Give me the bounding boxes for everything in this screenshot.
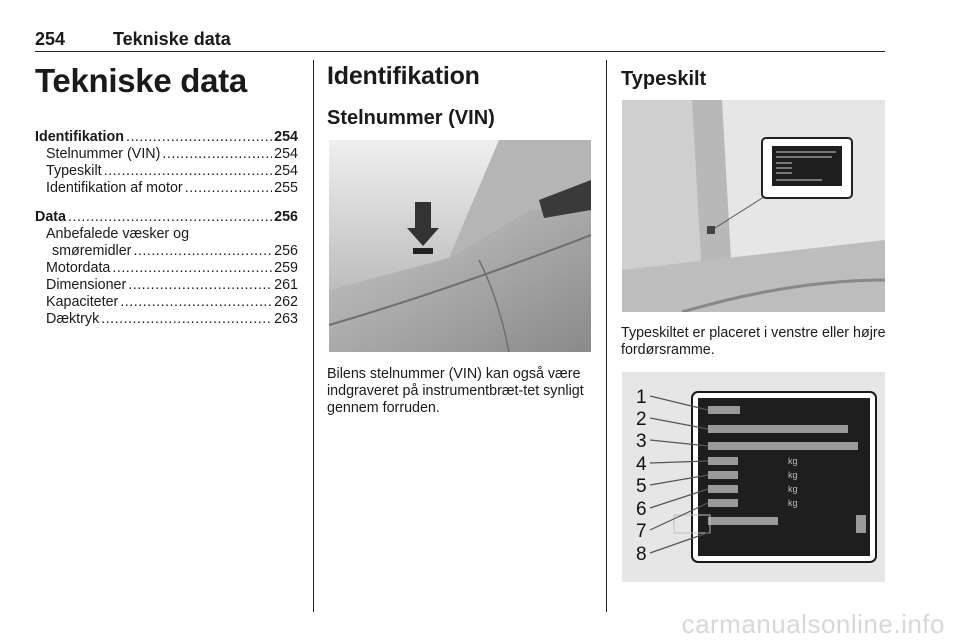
plate-unit: kg [788,484,798,494]
toc-entry-dimensioner[interactable]: Dimensioner ..... 261 [35,277,298,294]
plate-callout-1: 1 [636,387,647,408]
toc-entry-kapaciteter[interactable]: Kapaciteter ..... 262 [35,294,298,311]
section-title: Identifikation [327,62,480,90]
door-frame-illustration [622,100,885,312]
toc-list [35,129,298,328]
toc-entry-identifikation[interactable]: Identifikation ..... 254 [35,129,298,146]
toc-entry-motordata[interactable]: Motordata ..... 259 [35,260,298,277]
chapter-title: Tekniske data [35,62,247,99]
toc-entry-data[interactable]: Data ..... 256 [35,209,298,226]
column-divider [313,60,314,612]
plate-callout-4: 4 [636,454,647,475]
toc-entry-vaesker-line1[interactable]: Anbefalede væsker og [46,226,190,242]
vin-text: Bilens stelnummer (VIN) kan også være indgraveret på instrumentbræt-tet synligt gennem forruden. [327,366,584,416]
vin-column [327,62,592,145]
column-divider [606,60,607,612]
typeskilt-text: Typeskiltet er placeret i venstre eller højre fordørsramme. [621,325,886,358]
plate-callout-6: 6 [636,499,647,520]
plate-unit: kg [788,456,798,466]
toc-entry-typeskilt[interactable]: Typeskilt ..... 254 [35,163,298,180]
plate-callout-2: 2 [636,409,647,430]
typeskilt-heading: Typeskilt [621,68,707,90]
vin-location-illustration [329,140,591,352]
plate-unit: kg [788,498,798,508]
toc-entry-motor-id[interactable]: Identifikation af motor ..... 255 [35,180,298,197]
page-number: 254 [35,29,66,49]
watermark: carmanualsonline.info [681,609,945,639]
page-header [35,29,885,52]
plate-unit: kg [788,470,798,480]
plate-callout-5: 5 [636,476,647,497]
toc-entry-vaesker-line2[interactable]: smøremidler ..... 256 [35,243,298,260]
header-title: Tekniske data [113,29,231,49]
toc-entry-daektryk[interactable]: Dæktryk ..... 263 [35,311,298,328]
vin-heading: Stelnummer (VIN) [327,107,495,129]
toc-entry-stelnummer[interactable]: Stelnummer (VIN) ..... 254 [35,146,298,163]
toc-column [35,62,298,328]
plate-callout-8: 8 [636,544,647,565]
type-plate-diagram [622,372,885,582]
plate-callout-3: 3 [636,431,647,452]
plate-callout-7: 7 [636,521,647,542]
